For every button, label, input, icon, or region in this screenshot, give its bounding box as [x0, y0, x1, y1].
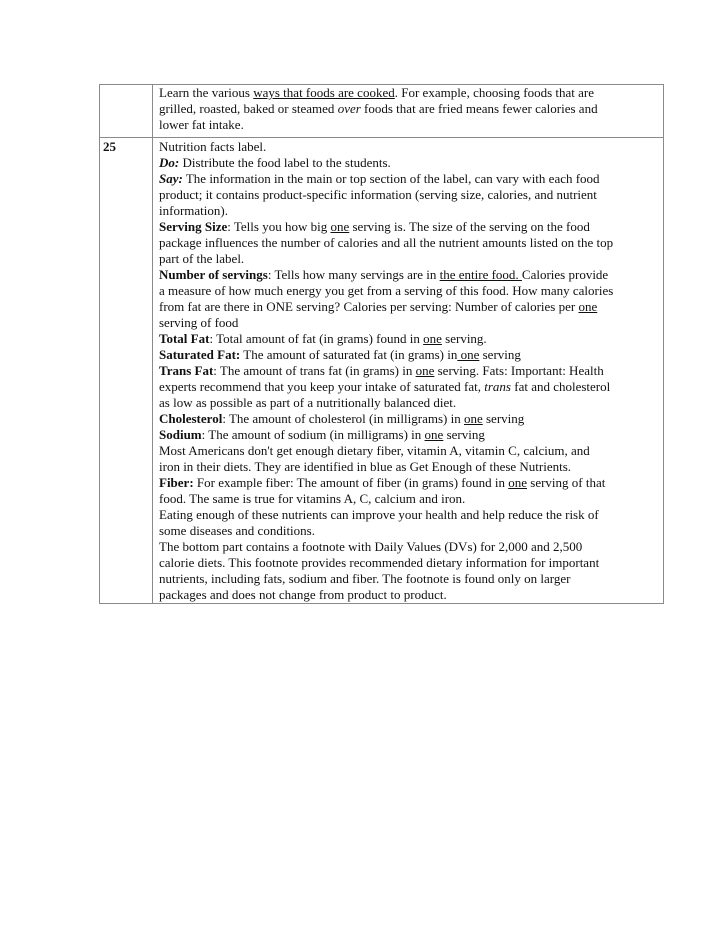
- text-line: [159, 331, 657, 347]
- text-line: [159, 101, 657, 117]
- lesson-table: [99, 84, 664, 604]
- text-run: grilled, roasted, baked or steamed: [159, 101, 338, 116]
- text-line: [159, 507, 657, 523]
- text-line: [159, 203, 657, 219]
- text-run: Nutrition facts label.: [159, 139, 267, 154]
- text-line: [159, 299, 657, 315]
- text-run: ways that foods are cooked: [253, 85, 395, 100]
- text-run: serving of that: [527, 475, 606, 490]
- text-run: one: [457, 347, 480, 362]
- row-content-cell: [153, 138, 664, 604]
- text-line: [159, 427, 657, 443]
- text-line: [159, 475, 657, 491]
- text-run: one: [508, 475, 528, 490]
- term-label: Number of servings: [159, 267, 268, 282]
- text-run: calorie diets. This footnote provides recommended dietary information for important: [159, 555, 600, 570]
- text-run: some diseases and conditions.: [159, 523, 315, 538]
- term-label: Do:: [159, 155, 180, 170]
- text-run: Eating enough of these nutrients can improve your health and help reduce the risk of: [159, 507, 599, 522]
- term-label: Say:: [159, 171, 183, 186]
- row-content-cell: [153, 85, 664, 138]
- text-line: [159, 251, 657, 267]
- text-run: Distribute the food label to the students.: [179, 155, 391, 170]
- text-run: : The amount of cholesterol (in milligrams) in: [222, 411, 464, 426]
- text-run: from fat are there in ONE serving? Calories per serving: Number of calories per: [159, 299, 579, 314]
- term-label: Fiber:: [159, 475, 194, 490]
- text-run: part of the label.: [159, 251, 245, 266]
- text-run: serving: [443, 427, 485, 442]
- text-line: [159, 443, 657, 459]
- table-row: [100, 85, 664, 138]
- text-line: [159, 411, 657, 427]
- text-run: serving: [479, 347, 521, 362]
- row-number-cell: 25: [100, 138, 153, 604]
- term-label: Total Fat: [159, 331, 210, 346]
- text-run: iron in their diets. They are identified in blue as Get Enough of these Nutrients.: [159, 459, 572, 474]
- text-run: information).: [159, 203, 228, 218]
- term-label: Trans Fat: [159, 363, 214, 378]
- text-run: foods that are fried means fewer calories and: [360, 101, 598, 116]
- text-line: [159, 379, 657, 395]
- text-run: The bottom part contains a footnote with Daily Values (DVs) for 2,000 and 2,500: [159, 539, 583, 554]
- text-line: [159, 491, 657, 507]
- text-line: [159, 187, 657, 203]
- text-line: [159, 571, 657, 587]
- text-run: fat and cholesterol: [510, 379, 611, 394]
- text-run: one: [330, 219, 350, 234]
- text-run: Most Americans don't get enough dietary fiber, vitamin A, vitamin C, calcium, and: [159, 443, 590, 458]
- text-run: : Total amount of fat (in grams) found in: [209, 331, 424, 346]
- text-run: packages and does not change from product to product.: [159, 587, 447, 602]
- text-run: serving: [482, 411, 525, 426]
- term-label: Cholesterol: [159, 411, 223, 426]
- text-run: the entire food.: [439, 267, 522, 282]
- text-run: : Tells you how big: [227, 219, 331, 234]
- text-run: as low as possible as part of a nutritionally balanced diet.: [159, 395, 457, 410]
- text-line: [159, 539, 657, 555]
- text-line: [159, 587, 657, 603]
- text-run: serving of food: [159, 315, 239, 330]
- text-run: over: [337, 101, 361, 116]
- text-line: [159, 155, 657, 171]
- text-line: [159, 315, 657, 331]
- text-run: . For example, choosing foods that are: [394, 85, 595, 100]
- text-line: [159, 267, 657, 283]
- text-line: [159, 85, 657, 101]
- row-number-cell: [100, 85, 153, 138]
- text-line: [159, 235, 657, 251]
- text-run: one: [424, 427, 444, 442]
- text-line: [159, 139, 657, 155]
- table-row: [100, 138, 664, 604]
- text-run: nutrients, including fats, sodium and fiber. The footnote is found only on larger: [159, 571, 571, 586]
- text-run: one: [463, 411, 483, 426]
- text-run: Learn the various: [159, 85, 254, 100]
- text-run: serving. Fats: Important: Health: [434, 363, 604, 378]
- term-label: Serving Size: [159, 219, 228, 234]
- text-line: [159, 459, 657, 475]
- text-run: Calories provide: [521, 267, 609, 282]
- text-run: product; it contains product-specific information (serving size, calories, and nutrient: [159, 187, 597, 202]
- text-line: [159, 171, 657, 187]
- text-line: [159, 219, 657, 235]
- text-line: [159, 523, 657, 539]
- text-run: For example fiber: The amount of fiber (in grams) found in: [193, 475, 509, 490]
- text-run: lower fat intake.: [159, 117, 244, 132]
- term-label: Saturated Fat:: [159, 347, 241, 362]
- text-run: experts recommend that you keep your intake of saturated fat,: [159, 379, 485, 394]
- text-run: : The amount of trans fat (in grams) in: [213, 363, 416, 378]
- text-run: package influences the number of calories and all the nutrient amounts listed on the top: [159, 235, 614, 250]
- text-line: [159, 117, 657, 133]
- text-run: food. The same is true for vitamins A, C, calcium and iron.: [159, 491, 466, 506]
- text-line: [159, 395, 657, 411]
- text-line: [159, 347, 657, 363]
- text-run: serving.: [441, 331, 487, 346]
- text-line: [159, 555, 657, 571]
- text-run: one: [578, 299, 598, 314]
- term-label: Sodium: [159, 427, 202, 442]
- text-line: [159, 283, 657, 299]
- text-run: one: [423, 331, 442, 346]
- text-run: one: [415, 363, 435, 378]
- text-run: trans: [484, 379, 511, 394]
- text-run: : Tells how many servings are in: [267, 267, 440, 282]
- text-line: [159, 363, 657, 379]
- text-run: The information in the main or top section of the label, can vary with each food: [182, 171, 600, 186]
- text-run: : The amount of sodium (in milligrams) in: [201, 427, 425, 442]
- text-run: The amount of saturated fat (in grams) in: [240, 347, 458, 362]
- text-run: serving is. The size of the serving on the food: [349, 219, 590, 234]
- text-run: a measure of how much energy you get from a serving of this food. How many calories: [159, 283, 614, 298]
